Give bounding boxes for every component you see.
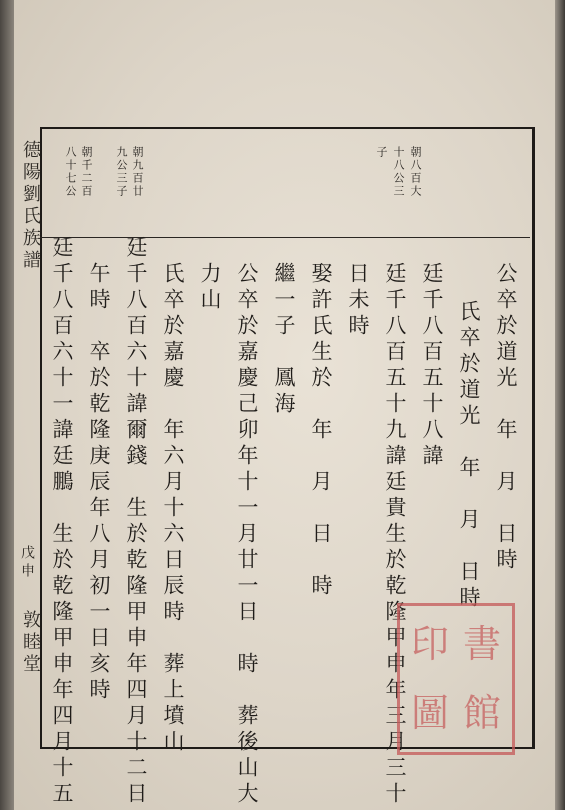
text-column: 廷千八百六十諱爾錢 生於乾隆甲申年四月十二日 <box>124 236 148 808</box>
margin-page-mark: 戊申 <box>19 545 35 581</box>
text-column: 廷千八百五十八諱 <box>420 262 444 470</box>
text-column: 氏卒於道光 年 月 日時 <box>457 300 481 612</box>
seal-character: 圖 <box>410 691 449 735</box>
text-column: 氏卒於嘉慶 年六月十六日辰時 葬上墳山 <box>161 262 185 756</box>
margin-hall-name: 敦睦堂 <box>20 610 41 676</box>
seal-character: 書 <box>462 622 501 666</box>
text-column: 廷千八百六十一諱廷鵬 生於乾隆甲申年四月十五 <box>50 236 74 808</box>
header-note: 子 <box>375 146 388 159</box>
library-seal-stamp <box>397 603 515 755</box>
text-column: 力山 <box>198 262 222 314</box>
binding-edge-left <box>0 0 14 810</box>
header-note: 朝九百廿 <box>131 146 144 198</box>
text-column: 娶許氏生於 年 月 日 時 <box>309 262 333 600</box>
binding-edge-right <box>555 0 565 810</box>
text-column: 繼一子 鳳海 <box>272 262 296 418</box>
text-column: 廷千八百五十九諱廷貴生於乾隆甲申年三月三十 <box>383 262 407 808</box>
margin-title: 德陽劉氏族譜 <box>20 140 41 272</box>
seal-character: 館 <box>462 691 501 735</box>
header-note: 八十七公 <box>64 146 77 198</box>
header-note: 九公三子 <box>115 146 128 198</box>
seal-character: 印 <box>410 622 449 666</box>
header-note: 十八公三 <box>392 146 405 198</box>
text-column: 午時 卒於乾隆庚辰年八月初一日亥時 <box>87 262 111 704</box>
header-note: 朝八百大 <box>409 146 422 198</box>
text-column: 公卒於道光 年 月 日時 <box>494 262 518 574</box>
header-divider <box>40 237 530 238</box>
text-column: 公卒於嘉慶己卯年十一月廿一日 時 葬後山大 <box>235 262 259 808</box>
text-column: 日未時 <box>346 262 370 340</box>
header-note: 朝千二百 <box>80 146 93 198</box>
